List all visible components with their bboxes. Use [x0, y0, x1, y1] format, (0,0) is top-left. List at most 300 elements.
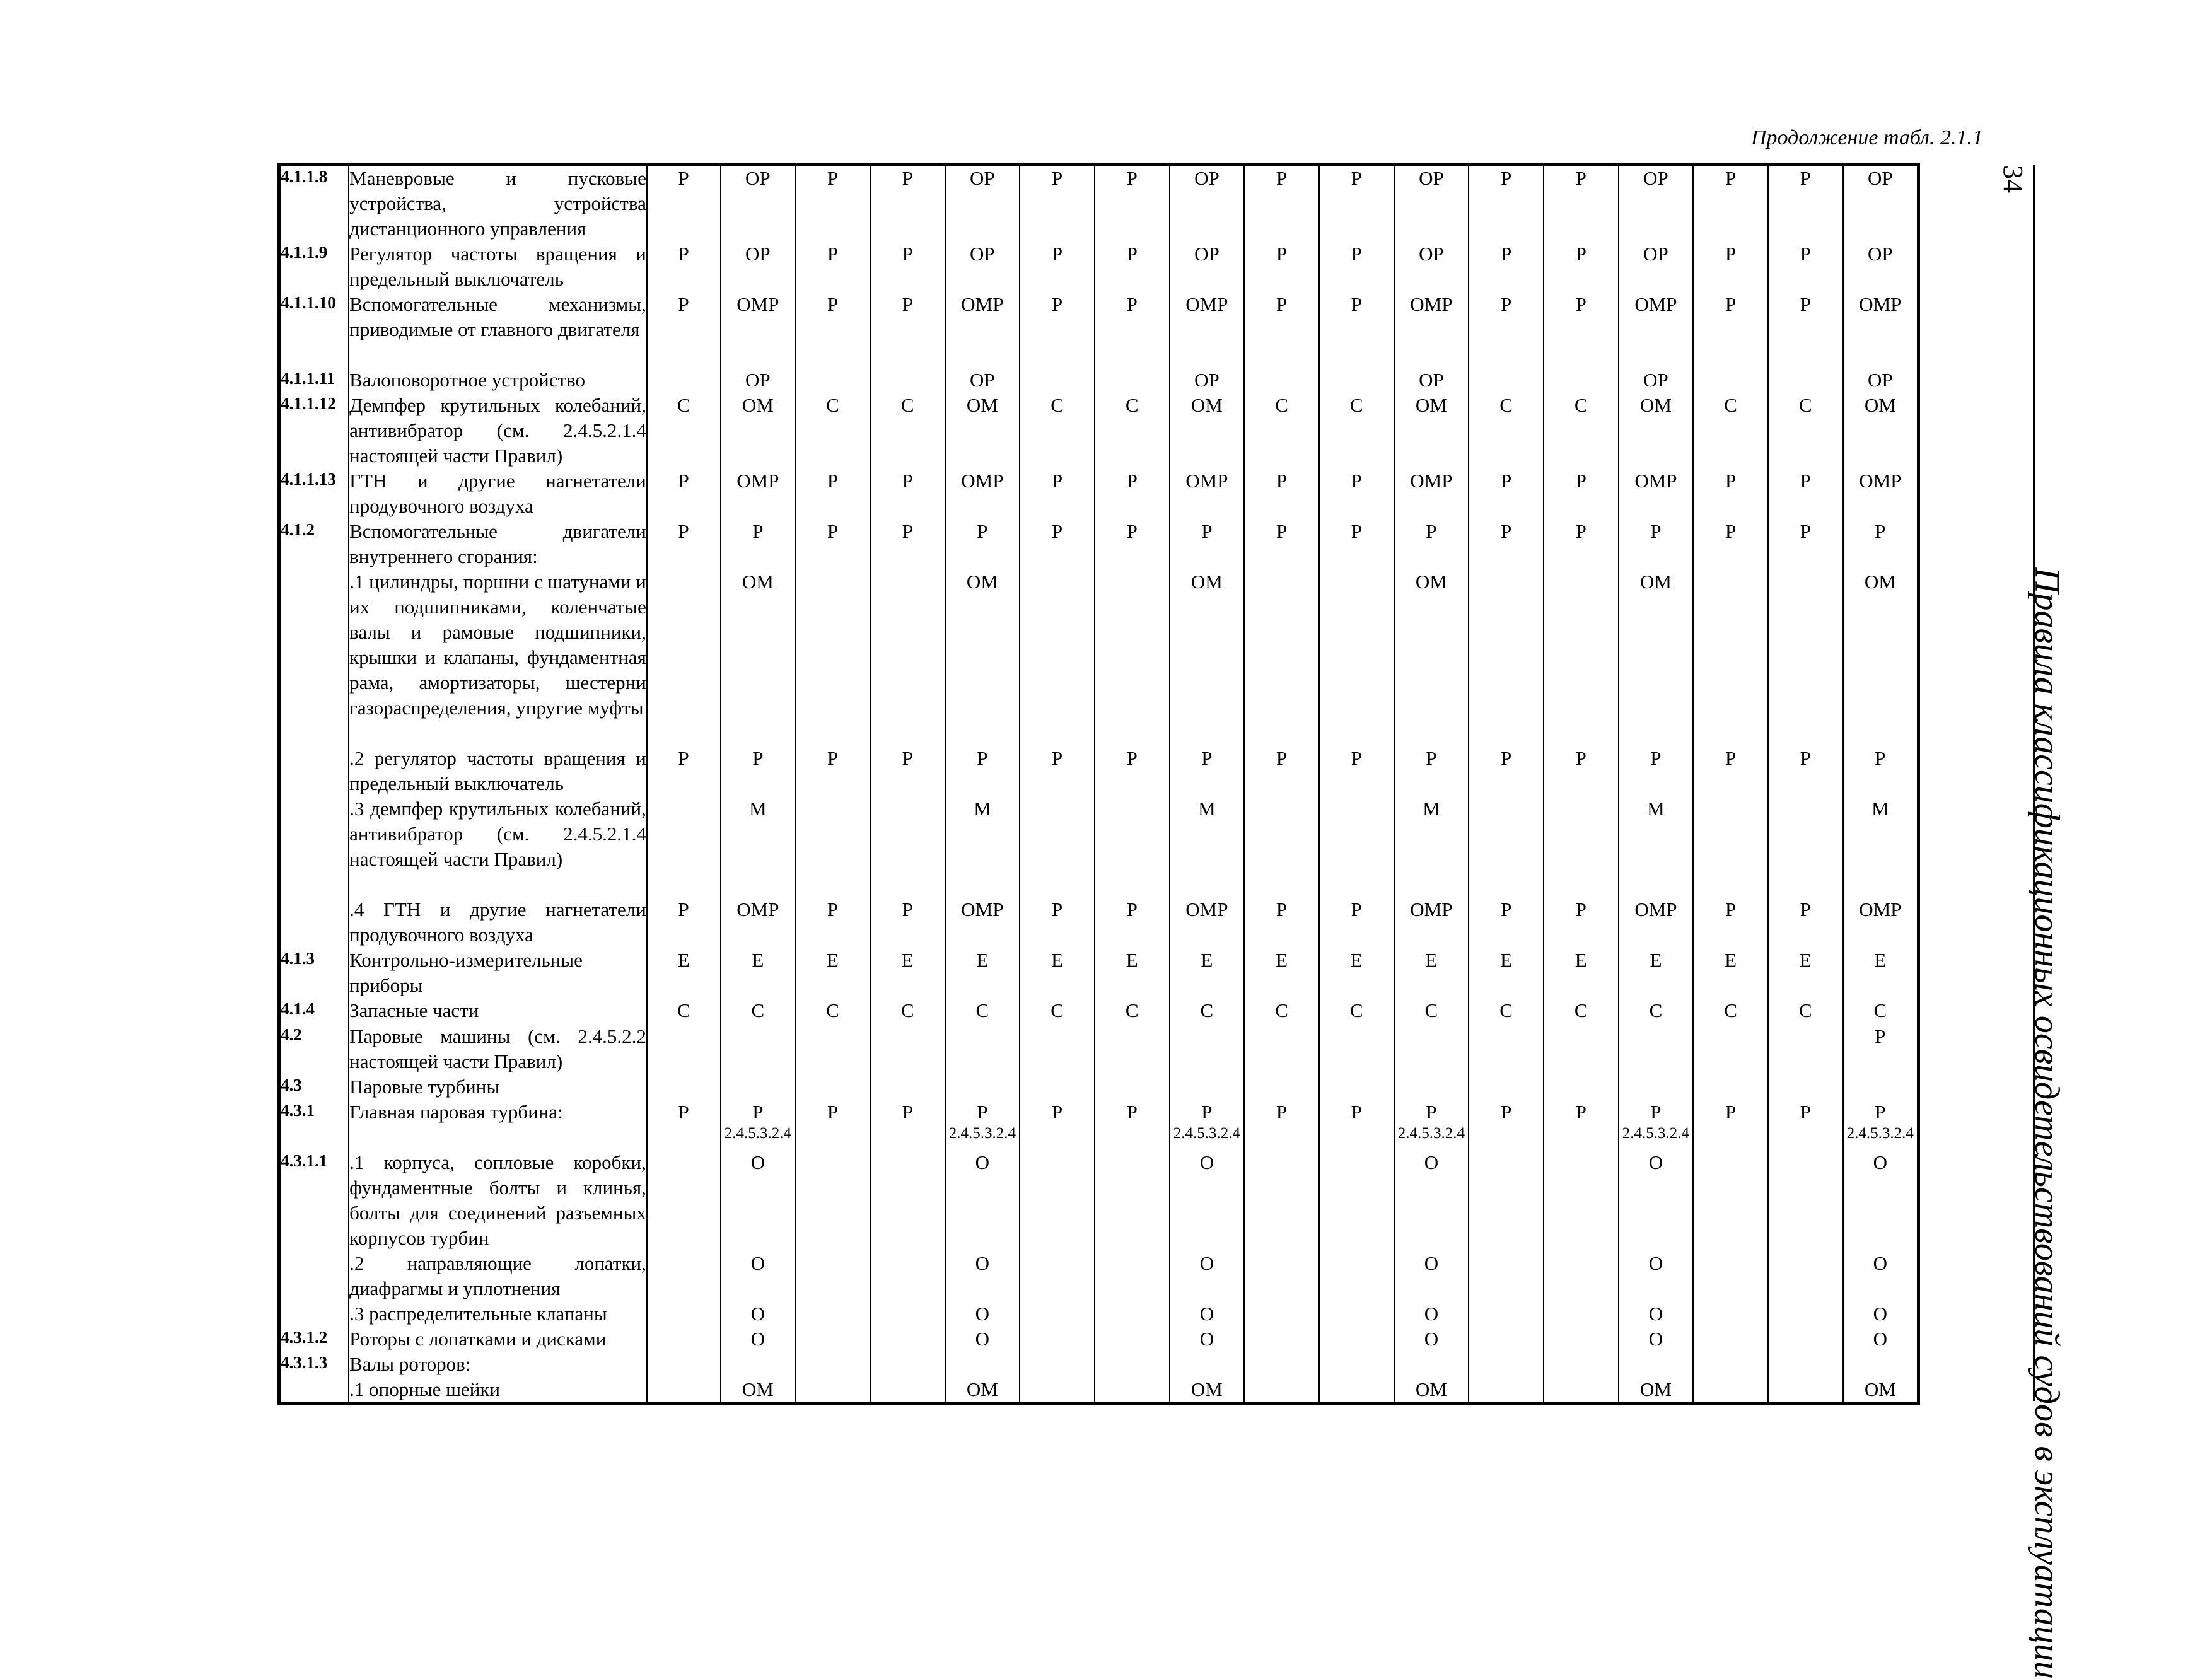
- survey-code: Р: [1351, 167, 1362, 189]
- survey-code-cell: [1020, 165, 1095, 242]
- survey-code-cell: [721, 393, 796, 468]
- survey-code-cell: [1170, 948, 1245, 998]
- survey-code-cell: [945, 519, 1020, 569]
- survey-code-cell: [1619, 948, 1694, 998]
- survey-code: ОР: [970, 369, 995, 391]
- survey-code-cell: [1619, 1327, 1694, 1352]
- survey-code-cell: [1693, 796, 1768, 897]
- survey-code-cell: [945, 948, 1020, 998]
- survey-code-cell: [870, 241, 945, 292]
- survey-code-cell: [1020, 1100, 1095, 1150]
- survey-code-cell: [1095, 241, 1170, 292]
- survey-code: С: [751, 999, 765, 1022]
- survey-code-cell: [1619, 897, 1694, 948]
- survey-code: Р: [1575, 243, 1586, 265]
- survey-code-cell: [647, 998, 721, 1023]
- survey-code-cell: [647, 468, 721, 519]
- survey-code: Р: [1276, 167, 1288, 189]
- survey-code-cell: [1244, 1327, 1319, 1352]
- survey-code-cell: [1394, 1150, 1469, 1251]
- survey-code-cell: [1170, 1150, 1245, 1251]
- survey-code-cell: [721, 1301, 796, 1327]
- survey-code-cell: [1020, 519, 1095, 569]
- survey-code-cell: [1244, 241, 1319, 292]
- survey-code: ОМ: [1639, 1378, 1672, 1401]
- survey-code-cell: [1469, 1377, 1544, 1404]
- survey-code-cell: [1244, 897, 1319, 948]
- survey-code: ОМР: [1410, 293, 1453, 315]
- survey-code-cell: [1319, 1024, 1394, 1074]
- survey-code-cell: [1469, 241, 1544, 292]
- survey-code: Р: [1575, 293, 1586, 315]
- survey-code-cell: [1693, 393, 1768, 468]
- survey-code-cell: [1544, 1301, 1619, 1327]
- survey-code-cell: [795, 1024, 870, 1074]
- table-row: [279, 241, 1919, 292]
- survey-code-cell: [721, 165, 796, 242]
- survey-code-cell: [795, 998, 870, 1023]
- survey-code-cell: [870, 796, 945, 897]
- survey-code: М: [1423, 798, 1440, 820]
- survey-code-cell: [1693, 948, 1768, 998]
- survey-code-cell: [1394, 241, 1469, 292]
- survey-code-cell: [1693, 1100, 1768, 1150]
- survey-code-cell: [1544, 1377, 1619, 1404]
- survey-code: О: [1873, 1151, 1887, 1173]
- survey-code: ОР: [1643, 369, 1668, 391]
- survey-code-cell: [1469, 569, 1544, 746]
- item-number: [279, 1377, 349, 1404]
- survey-code-cell: [1693, 897, 1768, 948]
- table-row: [279, 1024, 1919, 1074]
- survey-code-cell: [1170, 368, 1245, 393]
- survey-code: Р: [1725, 470, 1737, 492]
- survey-code: ОМ: [742, 571, 774, 593]
- survey-code-cell: [1768, 1100, 1843, 1150]
- survey-code: Р: [1500, 167, 1512, 189]
- survey-code-cell: [1544, 569, 1619, 746]
- survey-code-cell: [795, 897, 870, 948]
- survey-code-cell: [1020, 746, 1095, 796]
- survey-code-cell: [870, 165, 945, 242]
- survey-code-cell: [647, 1024, 721, 1074]
- survey-code: Р: [1351, 1100, 1362, 1123]
- survey-code-cell: [1693, 1301, 1768, 1327]
- survey-code-cell: [1394, 1377, 1469, 1404]
- survey-code-cell: [1693, 1024, 1768, 1074]
- survey-code: ОР: [1867, 167, 1893, 189]
- survey-code: Р: [1875, 1100, 1886, 1123]
- survey-code-cell: [1619, 368, 1694, 393]
- survey-code-cell: [1020, 1251, 1095, 1301]
- survey-code: ОР: [1194, 369, 1220, 391]
- survey-code-cell: [721, 998, 796, 1023]
- survey-code-cell: [1843, 1377, 1919, 1404]
- survey-code-cell: [721, 1251, 796, 1301]
- survey-code: Р: [1800, 167, 1811, 189]
- survey-code: ОМ: [1190, 1378, 1223, 1401]
- survey-code-cell: [1768, 746, 1843, 796]
- survey-code-cell: [945, 1352, 1020, 1377]
- survey-code: О: [1424, 1252, 1439, 1274]
- survey-code: Р: [1276, 243, 1288, 265]
- survey-code-cell: [1693, 519, 1768, 569]
- survey-code-cell: [1469, 468, 1544, 519]
- survey-code-cell: [945, 241, 1020, 292]
- survey-code-cell: [1020, 1352, 1095, 1377]
- survey-code: О: [1199, 1252, 1214, 1274]
- table-row: [279, 1251, 1919, 1301]
- survey-code: ОМР: [961, 898, 1004, 921]
- survey-code: Р: [1276, 293, 1288, 315]
- survey-code-cell: [1544, 1150, 1619, 1251]
- survey-code-cell: [1020, 1301, 1095, 1327]
- survey-code-cell: [1170, 897, 1245, 948]
- item-description: .1 корпуса, сопловые коробки, фундаментные болты и клинья, болты для соединений разъемных корпусов турбин: [349, 1150, 647, 1251]
- item-number: 4.1.4: [279, 998, 349, 1023]
- survey-code-cell: [795, 746, 870, 796]
- survey-code: Р: [1201, 520, 1213, 543]
- survey-code: О: [1648, 1151, 1663, 1173]
- survey-code: С: [1499, 394, 1513, 417]
- survey-code-cell: [795, 1301, 870, 1327]
- survey-code: Р: [1575, 520, 1586, 543]
- survey-code: Р: [827, 747, 839, 770]
- survey-code-cell: [1469, 1100, 1544, 1150]
- table-row: [279, 368, 1919, 393]
- survey-code: С: [1125, 999, 1139, 1022]
- survey-code: ОМР: [1859, 898, 1902, 921]
- survey-code: Р: [1650, 1100, 1662, 1123]
- survey-code: О: [975, 1302, 990, 1325]
- survey-code-cell: [1319, 796, 1394, 897]
- survey-code-cell: [1843, 368, 1919, 393]
- survey-code-cell: [647, 1352, 721, 1377]
- survey-code-cell: [1394, 519, 1469, 569]
- survey-code: О: [750, 1327, 765, 1350]
- survey-code-cell: [647, 1301, 721, 1327]
- survey-code: С: [1275, 999, 1288, 1022]
- table-row: [279, 292, 1919, 368]
- survey-code: Р: [902, 293, 913, 315]
- survey-code-cell: [1095, 1327, 1170, 1352]
- survey-code-cell: [870, 1150, 945, 1251]
- survey-code: О: [750, 1151, 765, 1173]
- survey-code: М: [1871, 798, 1889, 820]
- survey-code-cell: [1319, 1327, 1394, 1352]
- survey-code-cell: [1170, 393, 1245, 468]
- survey-code-cell: [1843, 1352, 1919, 1377]
- survey-code-cell: [1095, 1377, 1170, 1404]
- survey-code-cell: [1095, 368, 1170, 393]
- survey-code: Р: [1351, 293, 1362, 315]
- rule-reference: 2.4.5.3.2.4: [724, 1124, 791, 1142]
- survey-code: Р: [1500, 243, 1512, 265]
- survey-code-cell: [870, 1024, 945, 1074]
- survey-code-cell: [1394, 1074, 1469, 1100]
- survey-code-cell: [721, 1074, 796, 1100]
- survey-code: Р: [1051, 747, 1063, 770]
- survey-code: Р: [1051, 243, 1063, 265]
- rule-reference: 2.4.5.3.2.4: [1622, 1124, 1690, 1142]
- survey-code-cell: [1619, 796, 1694, 897]
- survey-code-cell: [1020, 948, 1095, 998]
- survey-code-cell: [1843, 1301, 1919, 1327]
- survey-code-cell: [1020, 241, 1095, 292]
- survey-code-cell: [1768, 393, 1843, 468]
- table-row: [279, 1327, 1919, 1352]
- survey-code-cell: [1469, 998, 1544, 1023]
- survey-code-cell: [1469, 1024, 1544, 1074]
- survey-code-cell: [1469, 165, 1544, 242]
- survey-code-cell: [945, 1150, 1020, 1251]
- survey-code: Р: [977, 520, 988, 543]
- survey-code-cell: [721, 1100, 796, 1150]
- rule-reference: 2.4.5.3.2.4: [948, 1124, 1016, 1142]
- survey-code: С: [1349, 394, 1363, 417]
- survey-code: Р: [827, 293, 839, 315]
- item-number: [279, 569, 349, 746]
- survey-code: Р: [1575, 470, 1586, 492]
- survey-code: ОМР: [1185, 470, 1228, 492]
- survey-code: О: [1873, 1327, 1887, 1350]
- item-description: Регулятор частоты вращения и предельный выключатель: [349, 241, 647, 292]
- survey-code-cell: [1843, 897, 1919, 948]
- survey-code: ОМР: [736, 898, 779, 921]
- survey-code: Р: [1426, 1100, 1437, 1123]
- survey-code-cell: [1095, 1074, 1170, 1100]
- survey-code: Р: [1126, 167, 1138, 189]
- survey-code-cell: [647, 241, 721, 292]
- survey-code: Р: [1875, 747, 1886, 770]
- survey-code-cell: [1843, 998, 1919, 1023]
- survey-code: С: [1349, 999, 1363, 1022]
- survey-code: О: [1199, 1151, 1214, 1173]
- survey-code: Р: [902, 167, 913, 189]
- survey-code: С: [1499, 999, 1513, 1022]
- item-number: [279, 746, 349, 796]
- survey-code-cell: [870, 292, 945, 368]
- survey-code-cell: [1244, 519, 1319, 569]
- survey-code-cell: [647, 1100, 721, 1150]
- survey-code-cell: [1170, 1377, 1245, 1404]
- survey-code: С: [1051, 999, 1064, 1022]
- survey-code: С: [1724, 999, 1737, 1022]
- survey-code-cell: [1544, 241, 1619, 292]
- survey-code: Р: [1201, 1100, 1213, 1123]
- survey-code-cell: [1394, 468, 1469, 519]
- survey-code: С: [826, 394, 839, 417]
- survey-code: О: [1424, 1327, 1439, 1350]
- survey-code-cell: [1319, 1074, 1394, 1100]
- item-number: 4.3.1.2: [279, 1327, 349, 1352]
- survey-code-cell: [1619, 1150, 1694, 1251]
- rule-reference: 2.4.5.3.2.4: [1397, 1124, 1465, 1142]
- survey-code-cell: [1394, 292, 1469, 368]
- survey-code: Р: [1051, 470, 1063, 492]
- survey-code-cell: [721, 1327, 796, 1352]
- survey-code-cell: [1244, 796, 1319, 897]
- survey-code-cell: [1693, 1352, 1768, 1377]
- survey-code: ОМ: [1415, 394, 1447, 417]
- survey-code-cell: [1619, 1024, 1694, 1074]
- survey-code: Р: [1126, 520, 1138, 543]
- survey-code: Р: [1351, 470, 1362, 492]
- survey-code-cell: [1319, 393, 1394, 468]
- survey-code-cell: [945, 292, 1020, 368]
- survey-code-cell: [1319, 468, 1394, 519]
- survey-code-cell: [1544, 292, 1619, 368]
- survey-code: ОР: [1867, 369, 1893, 391]
- survey-code-cell: [1469, 746, 1544, 796]
- survey-code-cell: [870, 519, 945, 569]
- survey-code-cell: [1244, 1100, 1319, 1150]
- survey-code: Р: [1575, 167, 1586, 189]
- survey-code-cell: [647, 1150, 721, 1251]
- survey-code-cell: [1544, 368, 1619, 393]
- survey-code-cell: [1319, 948, 1394, 998]
- survey-code-cell: [1619, 292, 1694, 368]
- item-number: 4.1.1.12: [279, 393, 349, 468]
- survey-code: Р: [977, 747, 988, 770]
- survey-code-cell: [1170, 165, 1245, 242]
- survey-code: Р: [1276, 898, 1288, 921]
- table-row: [279, 948, 1919, 998]
- item-number: [279, 897, 349, 948]
- survey-code-cell: [1843, 1100, 1919, 1150]
- survey-code: Р: [827, 898, 839, 921]
- survey-code-cell: [1020, 1074, 1095, 1100]
- item-description: Вспомогательные двигатели внутреннего сгорания:: [349, 519, 647, 569]
- survey-code-cell: [647, 1327, 721, 1352]
- survey-code: Р: [1650, 520, 1662, 543]
- survey-code: Р: [1126, 243, 1138, 265]
- survey-code: С: [1424, 999, 1438, 1022]
- survey-code: Р: [1051, 898, 1063, 921]
- item-description: Демпфер крутильных колебаний, антивибратор (см. 2.4.5.2.1.4 настоящей части Правил): [349, 393, 647, 468]
- survey-code-cell: [1170, 1100, 1245, 1150]
- survey-code-cell: [1544, 948, 1619, 998]
- survey-code-cell: [1394, 569, 1469, 746]
- survey-code: Р: [1051, 1100, 1063, 1123]
- survey-code-cell: [1319, 1352, 1394, 1377]
- survey-code-cell: [1843, 165, 1919, 242]
- survey-code-cell: [1394, 1301, 1469, 1327]
- survey-code-cell: [1244, 998, 1319, 1023]
- survey-code: ОМ: [1190, 394, 1223, 417]
- survey-code-cell: [1843, 1024, 1919, 1074]
- survey-code-cell: [1170, 1251, 1245, 1301]
- survey-code-cell: [795, 292, 870, 368]
- item-description: Валы роторов:: [349, 1352, 647, 1377]
- item-number: 4.1.1.8: [279, 165, 349, 242]
- survey-code-cell: [1469, 1150, 1544, 1251]
- survey-code-cell: [1544, 897, 1619, 948]
- survey-code-cell: [1768, 368, 1843, 393]
- survey-code-cell: [1544, 998, 1619, 1023]
- survey-code-cell: [1244, 948, 1319, 998]
- survey-code-cell: [870, 569, 945, 746]
- survey-code-cell: [1619, 1074, 1694, 1100]
- running-title: Правила классификационных освидетельствований судов в эксплуатации: [2027, 567, 2066, 1679]
- item-number: 4.1.1.13: [279, 468, 349, 519]
- survey-code: Р: [1500, 898, 1512, 921]
- survey-code: ОМ: [1864, 394, 1896, 417]
- survey-code: Р: [1650, 747, 1662, 770]
- survey-code: Р: [678, 293, 689, 315]
- survey-code-cell: [1020, 292, 1095, 368]
- survey-code-cell: [1319, 569, 1394, 746]
- survey-code-cell: [1095, 796, 1170, 897]
- survey-code-cell: [721, 519, 796, 569]
- survey-code-cell: [1170, 796, 1245, 897]
- survey-code-cell: [945, 1377, 1020, 1404]
- table-row: [279, 1150, 1919, 1251]
- survey-code: ОМ: [1864, 571, 1896, 593]
- survey-code: С: [1275, 394, 1288, 417]
- survey-code-cell: [1394, 368, 1469, 393]
- survey-code: Р: [1426, 520, 1437, 543]
- survey-code: Е: [901, 949, 914, 972]
- survey-code-cell: [1544, 1352, 1619, 1377]
- survey-code-cell: [795, 796, 870, 897]
- survey-code-cell: [1768, 1074, 1843, 1100]
- item-description: .1 опорные шейки: [349, 1377, 647, 1404]
- survey-code: Р: [1351, 747, 1362, 770]
- survey-code: Е: [1874, 949, 1887, 972]
- survey-code-cell: [1095, 1100, 1170, 1150]
- table-row: [279, 897, 1919, 948]
- survey-code-cell: [1170, 519, 1245, 569]
- survey-code-cell: [1020, 1327, 1095, 1352]
- survey-code-cell: [945, 746, 1020, 796]
- survey-code-cell: [1394, 796, 1469, 897]
- survey-code-cell: [721, 292, 796, 368]
- survey-code-cell: [647, 519, 721, 569]
- survey-code-cell: [1843, 393, 1919, 468]
- item-number: 4.1.1.11: [279, 368, 349, 393]
- survey-code-cell: [870, 1251, 945, 1301]
- survey-code: Р: [1126, 293, 1138, 315]
- survey-code: Р: [678, 747, 689, 770]
- survey-code-cell: [945, 1251, 1020, 1301]
- survey-code: Е: [1350, 949, 1363, 972]
- survey-code: С: [1574, 999, 1588, 1022]
- survey-code: Р: [1351, 898, 1362, 921]
- survey-code-cell: [1619, 1251, 1694, 1301]
- survey-code-cell: [1619, 998, 1694, 1023]
- survey-code-cell: [1693, 292, 1768, 368]
- survey-code-cell: [1095, 165, 1170, 242]
- survey-code-cell: [1244, 368, 1319, 393]
- survey-code-cell: [1170, 468, 1245, 519]
- survey-code-cell: [1095, 1301, 1170, 1327]
- survey-code-cell: [945, 897, 1020, 948]
- table-row: [279, 796, 1919, 897]
- survey-code-cell: [721, 569, 796, 746]
- survey-code: О: [1648, 1302, 1663, 1325]
- item-number: 4.1.3: [279, 948, 349, 998]
- item-number: 4.3.1.3: [279, 1352, 349, 1377]
- survey-code-cell: [870, 468, 945, 519]
- survey-code: Р: [1276, 520, 1288, 543]
- survey-code-cell: [1544, 165, 1619, 242]
- survey-code: Р: [902, 1100, 913, 1123]
- survey-code-cell: [1619, 746, 1694, 796]
- survey-code-cell: [1170, 1024, 1245, 1074]
- survey-code-cell: [1768, 519, 1843, 569]
- survey-code: ОМ: [966, 571, 998, 593]
